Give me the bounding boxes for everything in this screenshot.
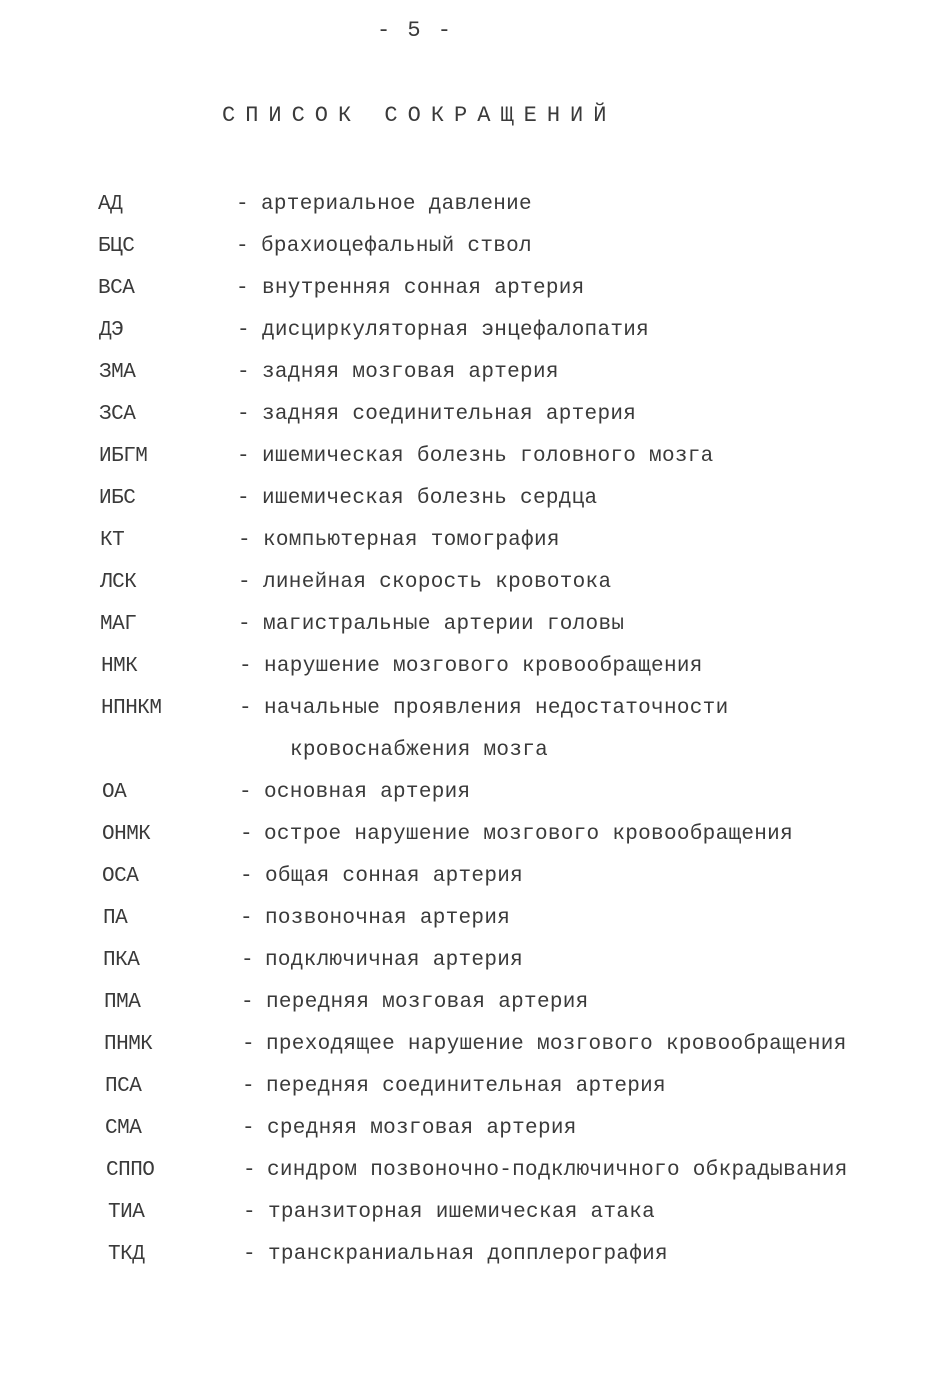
definition: позвоночная артерия (265, 907, 511, 930)
abbreviation: ПСА (105, 1075, 142, 1098)
abbreviation: ПКА (103, 949, 140, 972)
definition: кровоснабжения мозга (290, 739, 549, 762)
dash: - (239, 781, 252, 804)
definition: ишемическая болезнь головного мозга (262, 445, 714, 468)
list-item (0, 1068, 925, 1110)
dash: - (242, 1117, 255, 1140)
list-item (0, 522, 925, 564)
abbreviation: СППО (106, 1159, 155, 1182)
dash: - (240, 823, 253, 846)
dash: - (243, 1159, 256, 1182)
definition: начальные проявления недостаточности (264, 697, 729, 720)
abbreviation: ТИА (108, 1201, 145, 1224)
list-item (0, 900, 925, 942)
definition: брахиоцефальный ствол (261, 235, 532, 258)
list-item (0, 1194, 925, 1236)
list-item (0, 354, 925, 396)
list-item (0, 984, 925, 1026)
abbreviation: ОА (102, 781, 127, 804)
list-item (0, 1236, 925, 1278)
definition: компьютерная томография (263, 529, 560, 552)
dash: - (242, 1033, 255, 1056)
definition: магистральные артерии головы (263, 613, 625, 636)
definition: синдром позвоночно-подключичного обкрадывания (267, 1159, 848, 1182)
list-item (0, 564, 925, 606)
list-item (0, 1110, 925, 1152)
definition: передняя соединительная артерия (266, 1075, 666, 1098)
abbreviation: НПНКМ (101, 697, 162, 720)
abbreviation: ОСА (102, 865, 139, 888)
list-item (0, 228, 925, 270)
list-item (0, 942, 925, 984)
definition: дисциркуляторная энцефалопатия (262, 319, 650, 342)
list-item (0, 774, 925, 816)
abbreviation: ЗСА (99, 403, 136, 426)
dash: - (237, 403, 250, 426)
definition: средняя мозговая артерия (267, 1117, 577, 1140)
list-item (0, 480, 925, 522)
dash: - (240, 865, 253, 888)
page-title: СПИСОК СОКРАЩЕНИЙ (222, 103, 617, 128)
dash: - (237, 487, 250, 510)
abbreviation: АД (98, 193, 123, 216)
list-item (0, 606, 925, 648)
abbreviation-list (0, 186, 925, 1278)
list-item (0, 648, 925, 690)
definition: острое нарушение мозгового кровообращения (264, 823, 793, 846)
page-number: - 5 - (376, 18, 453, 43)
abbreviation: МАГ (100, 613, 137, 636)
dash: - (237, 445, 250, 468)
dash: - (243, 1243, 256, 1266)
dash: - (239, 697, 252, 720)
dash: - (236, 235, 249, 258)
definition: линейная скорость кровотока (263, 571, 612, 594)
list-item (0, 1026, 925, 1068)
definition: ишемическая болезнь сердца (262, 487, 598, 510)
definition: подключичная артерия (265, 949, 524, 972)
definition: транзиторная ишемическая атака (268, 1201, 656, 1224)
list-item (0, 858, 925, 900)
dash: - (236, 277, 249, 300)
abbreviation: НМК (101, 655, 138, 678)
dash: - (236, 193, 249, 216)
definition: транскраниальная допплерография (268, 1243, 668, 1266)
abbreviation: ЛСК (100, 571, 137, 594)
definition: артериальное давление (261, 193, 532, 216)
abbreviation: ПМА (104, 991, 141, 1014)
definition: нарушение мозгового кровообращения (264, 655, 703, 678)
abbreviation: ДЭ (99, 319, 124, 342)
abbreviation: ИБГМ (99, 445, 148, 468)
abbreviation: БЦС (98, 235, 135, 258)
dash: - (240, 907, 253, 930)
abbreviation: ОНМК (102, 823, 151, 846)
abbreviation: КТ (100, 529, 125, 552)
abbreviation: ЗМА (99, 361, 136, 384)
dash: - (238, 529, 251, 552)
list-item (0, 816, 925, 858)
list-item (0, 396, 925, 438)
abbreviation: ПНМК (104, 1033, 153, 1056)
definition: преходящее нарушение мозгового кровообращения (266, 1033, 847, 1056)
dash: - (241, 949, 254, 972)
definition: задняя соединительная артерия (262, 403, 637, 426)
dash: - (242, 1075, 255, 1098)
list-item (0, 186, 925, 228)
definition: передняя мозговая артерия (266, 991, 589, 1014)
dash: - (237, 319, 250, 342)
definition: задняя мозговая артерия (262, 361, 559, 384)
dash: - (237, 361, 250, 384)
dash: - (238, 613, 251, 636)
abbreviation: ТКД (108, 1243, 145, 1266)
abbreviation: ВСА (98, 277, 135, 300)
list-item (0, 690, 925, 732)
list-item (0, 312, 925, 354)
dash: - (239, 655, 252, 678)
dash: - (241, 991, 254, 1014)
list-item (0, 438, 925, 480)
definition: общая сонная артерия (265, 865, 524, 888)
definition: внутренняя сонная артерия (262, 277, 585, 300)
abbreviation: ИБС (99, 487, 136, 510)
list-item-continuation (0, 732, 925, 774)
dash: - (238, 571, 251, 594)
dash: - (243, 1201, 256, 1224)
abbreviation: СМА (105, 1117, 142, 1140)
list-item (0, 1152, 925, 1194)
abbreviation: ПА (103, 907, 128, 930)
list-item (0, 270, 925, 312)
definition: основная артерия (264, 781, 471, 804)
